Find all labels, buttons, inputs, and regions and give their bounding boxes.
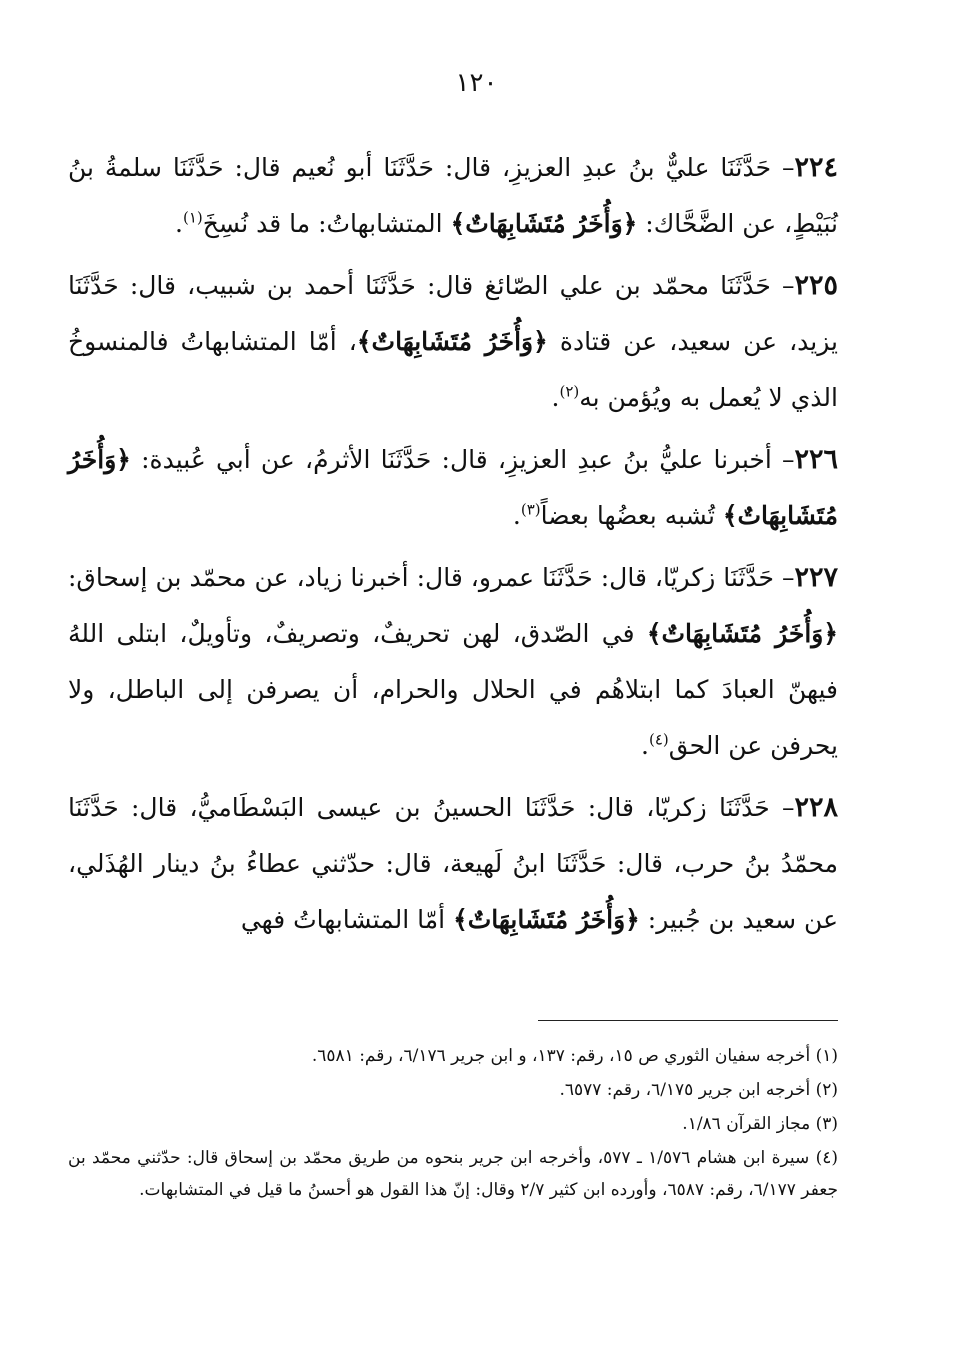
entry-text: – حَدَّثَنَا زكريّا، قال: حَدَّثَنَا عمرو، قال: أخبرنا زياد، عن محمّد بن إسحاق:	[68, 563, 795, 592]
entry-end: .	[551, 383, 560, 412]
hadith-entry	[68, 140, 838, 252]
entry-end: .	[512, 501, 521, 530]
entry-number: ٢٢٤	[794, 152, 838, 183]
entry-number: ٢٢٧	[794, 562, 838, 593]
entry-text: تُشبه بعضُها بعضاً	[540, 501, 723, 530]
entry-text: ، أمّا المتشابهاتُ فالمنسوخُ الذي لا يُعمل به ويُؤمن به	[68, 327, 838, 412]
quran-verse: ﴿وَأُخَرُ مُتَشَابِهَاتٌ﴾	[450, 209, 638, 238]
quran-verse: ﴿وَأُخَرُ مُتَشَابِهَاتٌ﴾	[68, 445, 838, 530]
footnote-ref: (٣)	[520, 500, 541, 519]
hadith-entry	[68, 432, 838, 544]
page-number: ١٢٠	[455, 68, 498, 98]
quran-verse: ﴿وَأُخَرُ مُتَشَابِهَاتٌ﴾	[646, 619, 838, 648]
entry-text: – حَدَّثَنَا زكريّا، قال: حَدَّثَنَا الحسينُ بن عيسى البَسْطَاميُّ، قال: حَدَّثَنَا محمّدُ بنُ حرب، قال: حَدَّثَنَا ابنُ لَهيعة، قال: حدّثني عطاءُ بنُ دينار الهُذَلي، عن سعيد بن جُبير:	[68, 793, 838, 934]
footnote-divider	[538, 1020, 838, 1021]
quran-verse: ﴿وَأُخَرُ مُتَشَابِهَاتٌ﴾	[356, 327, 548, 356]
entry-end: .	[175, 209, 183, 238]
main-text	[68, 140, 838, 954]
footnote-ref: (٢)	[559, 382, 580, 401]
footnote-ref: (٤)	[648, 730, 669, 749]
quran-verse: ﴿وَأُخَرُ مُتَشَابِهَاتٌ﴾	[453, 905, 640, 934]
hadith-entry	[68, 780, 838, 948]
footnotes	[68, 1040, 838, 1208]
entry-text: في الصّدق، لهن تحريفٌ، وتصريفٌ، وتأويلٌ، ابتلى اللهُ فيهنّ العبادَ كما ابتلاهُم في الحلال والحرام، أن يصرفن إلى الباطل، ولا يحرفن عن الحق	[68, 619, 838, 760]
hadith-entry	[68, 550, 838, 774]
entry-text: – حَدَّثَنَا عليٌّ بنُ عبدِ العزيزِ، قال: حَدَّثَنَا أبو نُعيم قال: حَدَّثَنَا سلمةُ بنُ نُبَيْطٍ، عن الضَّحَّاك:	[68, 153, 838, 238]
entry-number: ٢٢٥	[794, 270, 838, 301]
footnote: (٣) مجاز القرآن ١/٨٦.	[682, 1114, 838, 1134]
footnote: (٤) سيرة ابن هشام ١/٥٧٦ ـ ٥٧٧، وأخرجه ابن جرير بنحوه من طريق محمّد بن إسحاق قال: حدّثني محمّد بن جعفر ٦/١٧٧، رقم: ٦٥٨٧، وأورده ابن كثير ٢/٧ وقال: إنّ هذا القول هو أحسنُ ما قيل في المتشابهات.	[68, 1148, 839, 1200]
entry-text: – حَدَّثَنَا محمّد بن علي الصّائغ قال: حَدَّثَنَا أحمد بن شبيب، قال: حَدَّثَنَا يزيد، عن سعيد، عن قتادة	[68, 271, 839, 356]
hadith-entry	[68, 258, 838, 426]
entry-end: .	[641, 731, 649, 760]
entry-text: المتشابهاتُ: ما قد نُسِخَ	[202, 209, 451, 238]
footnote: (١) أخرجه سفيان الثوري ص ١٥، رقم: ١٣٧، و ابن جرير ٦/١٧٦، رقم: ٦٥٨١.	[311, 1046, 838, 1066]
entry-text: – أخبرنا عليُّ بنُ عبدِ العزيزِ، قال: حَدَّثَنَا الأثرمُ، عن أبي عُبيدة:	[130, 445, 795, 474]
footnote: (٢) أخرجه ابن جرير ٦/١٧٥، رقم: ٦٥٧٧.	[559, 1080, 838, 1100]
entry-number: ٢٢٨	[794, 792, 838, 823]
footnote-ref: (١)	[182, 208, 203, 227]
entry-text: أمّا المتشابهاتُ فهي	[240, 905, 454, 934]
entry-number: ٢٢٦	[794, 444, 838, 475]
